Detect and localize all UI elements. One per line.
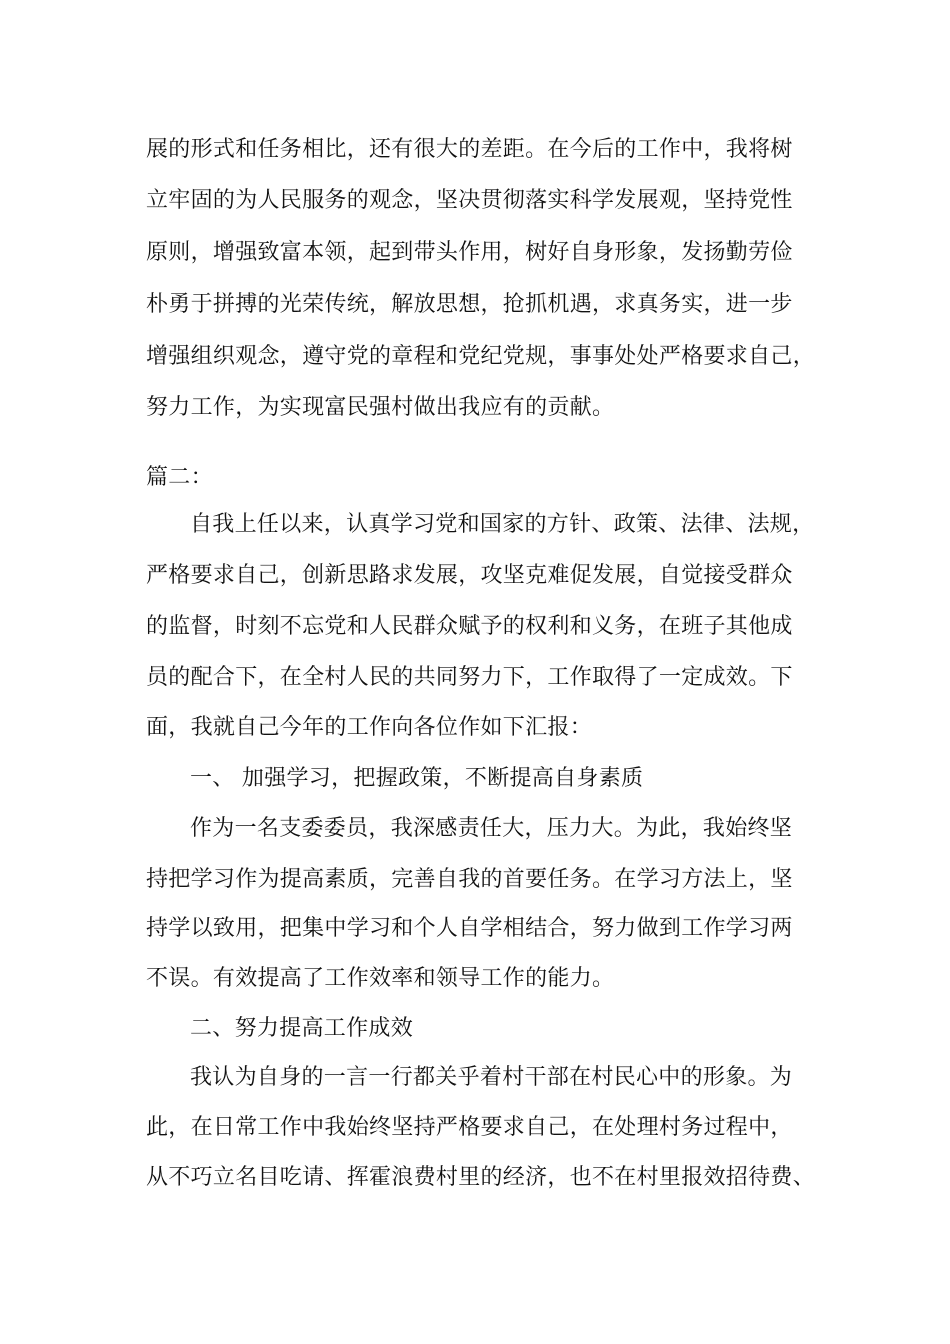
- section-heading: 篇二：: [146, 465, 213, 490]
- paragraph-line: 不误。有效提高了工作效率和领导工作的能力。: [146, 966, 615, 991]
- paragraph-line: 努力工作，为实现富民强村做出我应有的贡献。: [146, 395, 615, 420]
- paragraph-line: 朴勇于拼搏的光荣传统，解放思想，抢抓机遇，求真务实，进一步: [146, 292, 793, 317]
- paragraph-line: 立牢固的为人民服务的观念，坚决贯彻落实科学发展观，坚持党性: [146, 188, 793, 213]
- paragraph-line: 作为一名支委委员，我深感责任大，压力大。为此，我始终坚: [190, 816, 793, 841]
- paragraph-line: 员的配合下，在全村人民的共同努力下，工作取得了一定成效。下: [146, 665, 793, 690]
- paragraph-line: 我认为自身的一言一行都关乎着村干部在村民心中的形象。为: [190, 1065, 793, 1090]
- paragraph-line: 严格要求自己，创新思路求发展，攻坚克难促发展，自觉接受群众: [146, 563, 793, 588]
- paragraph-line: 持学以致用，把集中学习和个人自学相结合，努力做到工作学习两: [146, 916, 793, 941]
- paragraph-line: 自我上任以来，认真学习党和国家的方针、政策、法律、法规，: [190, 512, 815, 537]
- paragraph-line: 从不巧立名目吃请、挥霍浪费村里的经济，也不在村里报效招待费、: [146, 1165, 816, 1190]
- paragraph-line: 原则，增强致富本领，起到带头作用，树好自身形象，发扬勤劳俭: [146, 240, 793, 265]
- paragraph-line: 展的形式和任务相比，还有很大的差距。在今后的工作中，我将树: [146, 137, 793, 162]
- paragraph-line: 此，在日常工作中我始终坚持严格要求自己，在处理村务过程中，: [146, 1115, 793, 1140]
- paragraph-line: 面，我就自己今年的工作向各位作如下汇报：: [146, 715, 593, 740]
- subheading: 二、努力提高工作成效: [190, 1016, 414, 1041]
- paragraph-line: 持把学习作为提高素质，完善自我的首要任务。在学习方法上，坚: [146, 867, 793, 892]
- subheading: 一、 加强学习，把握政策，不断提高自身素质: [190, 766, 644, 791]
- paragraph-line: 的监督，时刻不忘党和人民群众赋予的权利和义务，在班子其他成: [146, 614, 793, 639]
- paragraph-line: 增强组织观念，遵守党的章程和党纪党规，事事处处严格要求自己，: [146, 344, 816, 369]
